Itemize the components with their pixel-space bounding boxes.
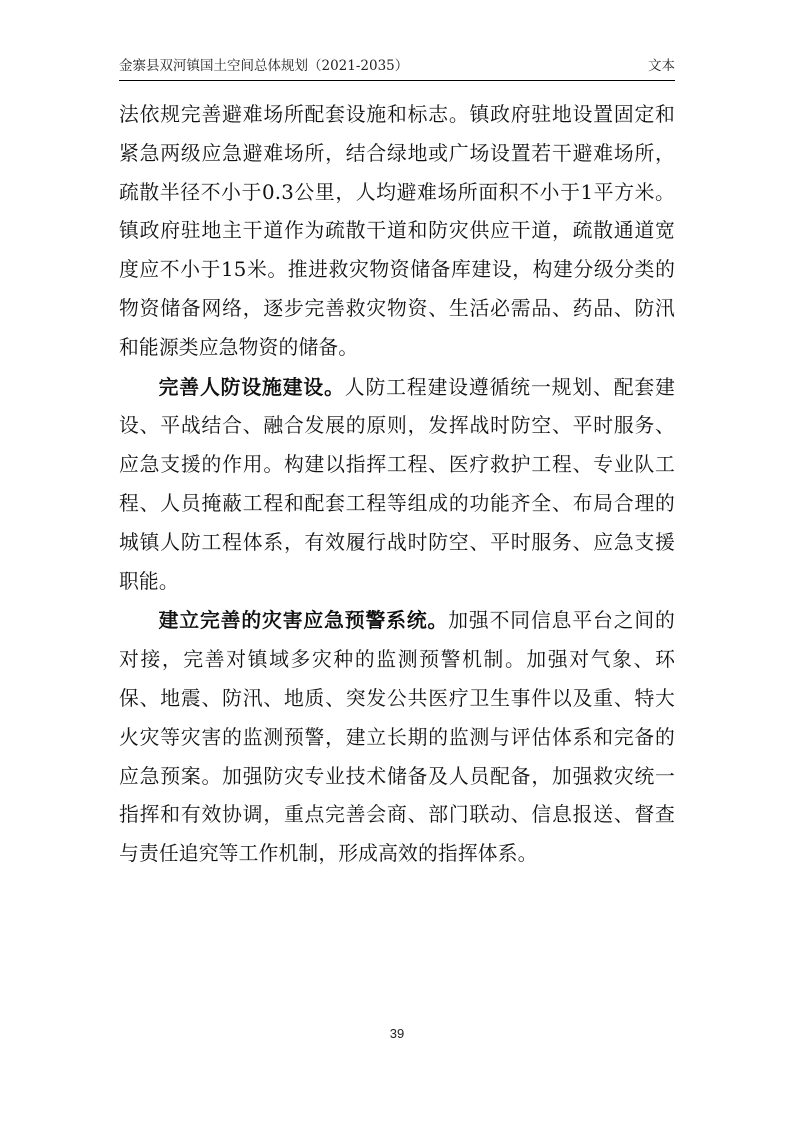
section-label: 文本 [648,58,675,74]
paragraph-text: 法依规完善避难场所配套设施和标志。镇政府驻地设置固定和紧急两级应急避难场所，结合绿地或广场设置若干避难场所，疏散半径不小于0.3公里，人均避难场所面积不小于1平方米。镇政府驻地主干道作为疏散干道和防灾供应干道，疏散通道宽度应不小于15米。推进救灾物资储备库建设，构建分级分类的物资储备网络，逐步完善救灾物资、生活必需品、药品、防汛和能源类应急物资的储备。 [119,103,675,359]
document-title: 金寨县双河镇国土空间总体规划（2021-2035） [119,58,409,74]
paragraph-continuation [119,96,675,368]
paragraph-early-warning [119,601,675,874]
page-body [119,96,675,874]
page-number: 39 [389,1026,405,1041]
paragraph-lead-heading: 建立完善的灾害应急预警系统。 [158,608,449,633]
paragraph-civil-defense [119,368,675,602]
paragraph-text: 人防工程建设遵循统一规划、配套建设、平战结合、融合发展的原则，发挥战时防空、平时服务、应急支援的作用。构建以指挥工程、医疗救护工程、专业队工程、人员掩蔽工程和配套工程等组成的功能齐全、布局合理的城镇人防工程体系，有效履行战时防空、平时服务、应急支援职能。 [119,375,676,593]
paragraph-text: 加强不同信息平台之间的对接，完善对镇域多灾种的监测预警机制。加强对气象、环保、地震、防汛、地质、突发公共医疗卫生事件以及重、特大火灾等灾害的监测预警，建立长期的监测与评估体系和完备的应急预案。加强防灾专业技术储备及人员配备，加强救灾统一指挥和有效协调，重点完善会商、部门联动、信息报送、督查与责任追究等工作机制，形成高效的指挥体系。 [119,609,675,866]
paragraph-lead-heading: 完善人防设施建设。 [158,374,345,399]
page-header [119,54,675,81]
